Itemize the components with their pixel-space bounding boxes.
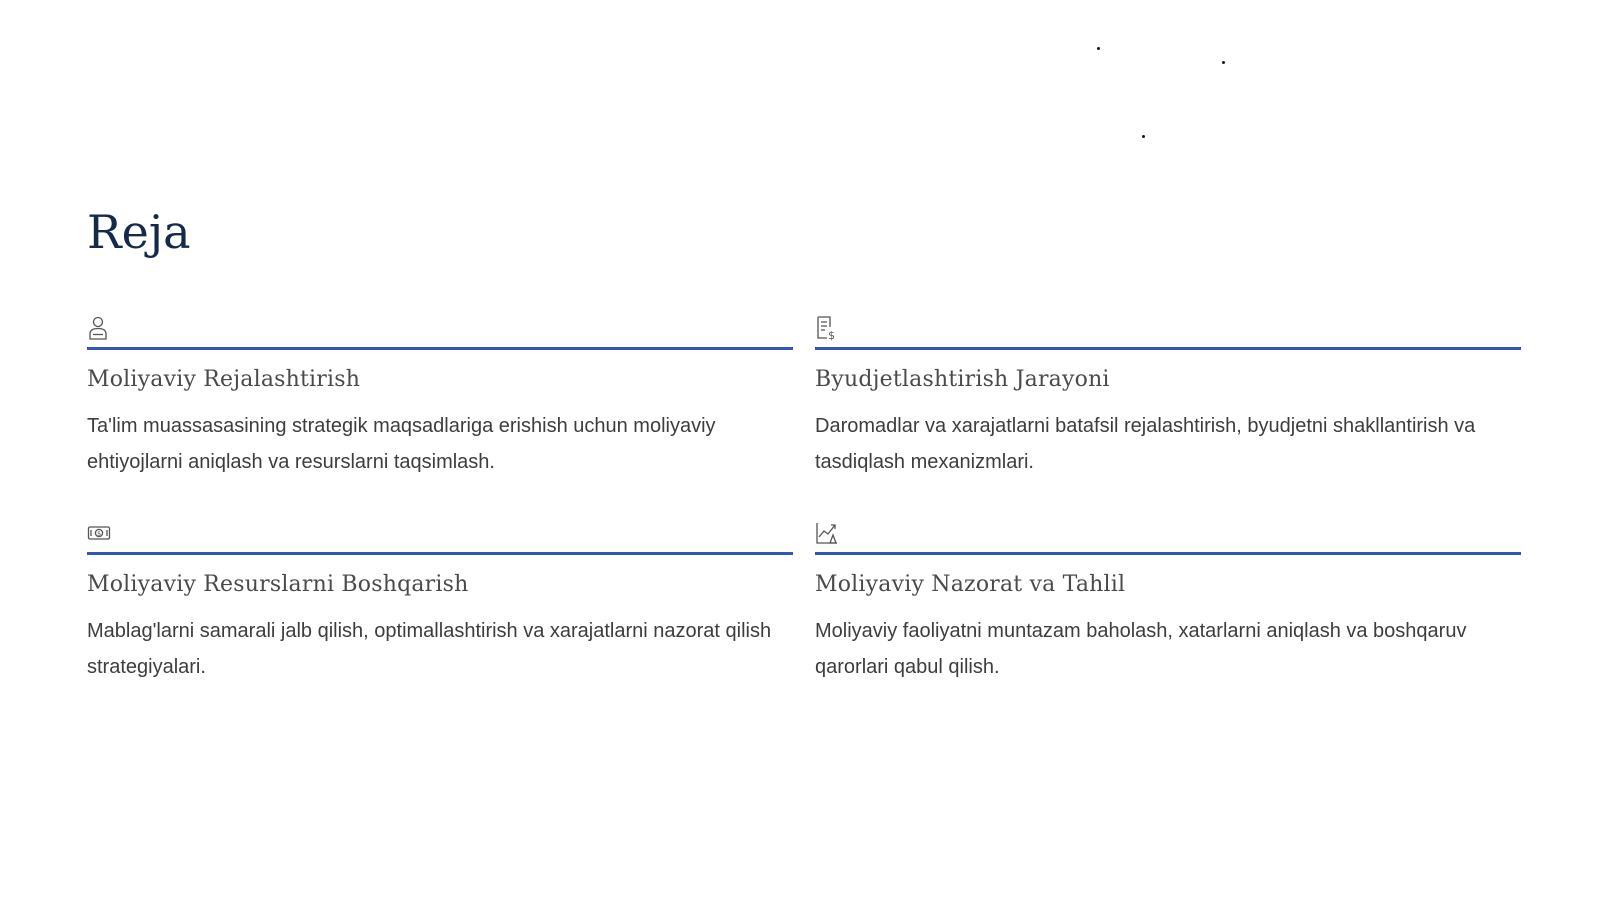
person-icon bbox=[87, 313, 793, 343]
decorative-dot bbox=[1097, 47, 1100, 50]
card-description: Moliyaviy faoliyatni muntazam baholash, xatarlarni aniqlash va boshqaruv qarorlari qabul qilish. bbox=[815, 620, 1467, 678]
page-title: Reja bbox=[87, 205, 191, 259]
card-divider bbox=[87, 347, 793, 350]
plan-card-budgeting-process bbox=[815, 313, 1521, 480]
card-divider bbox=[815, 552, 1521, 555]
plan-card-control-analysis bbox=[815, 518, 1521, 685]
banknote-icon bbox=[87, 518, 793, 548]
card-heading: Moliyaviy Rejalashtirish bbox=[87, 367, 361, 392]
plan-card-financial-planning bbox=[87, 313, 793, 480]
svg-text:$: $ bbox=[828, 329, 835, 341]
decorative-dot bbox=[1142, 135, 1145, 138]
card-heading: Moliyaviy Nazorat va Tahlil bbox=[815, 572, 1126, 597]
card-heading: Byudjetlashtirish Jarayoni bbox=[815, 367, 1110, 392]
card-description: Daromadlar va xarajatlarni batafsil rejalashtirish, byudjetni shakllantirish va tasdiqlash mexanizmlari. bbox=[815, 415, 1476, 473]
card-description: Mablag'larni samarali jalb qilish, optimallashtirish va xarajatlarni nazorat qilish strategiyalari. bbox=[87, 620, 772, 678]
card-heading: Moliyaviy Resurslarni Boshqarish bbox=[87, 572, 469, 597]
svg-text:$: $ bbox=[97, 529, 102, 538]
plan-card-resource-management bbox=[87, 518, 793, 685]
card-divider bbox=[815, 347, 1521, 350]
document-dollar-icon bbox=[815, 313, 1521, 343]
chart-analysis-icon bbox=[815, 518, 1521, 548]
decorative-dot bbox=[1222, 61, 1225, 64]
card-description: Ta'lim muassasasining strategik maqsadlariga erishish uchun moliyaviy ehtiyojlarni aniqlash va resurslarni taqsimlash. bbox=[87, 415, 716, 473]
card-divider bbox=[87, 552, 793, 555]
